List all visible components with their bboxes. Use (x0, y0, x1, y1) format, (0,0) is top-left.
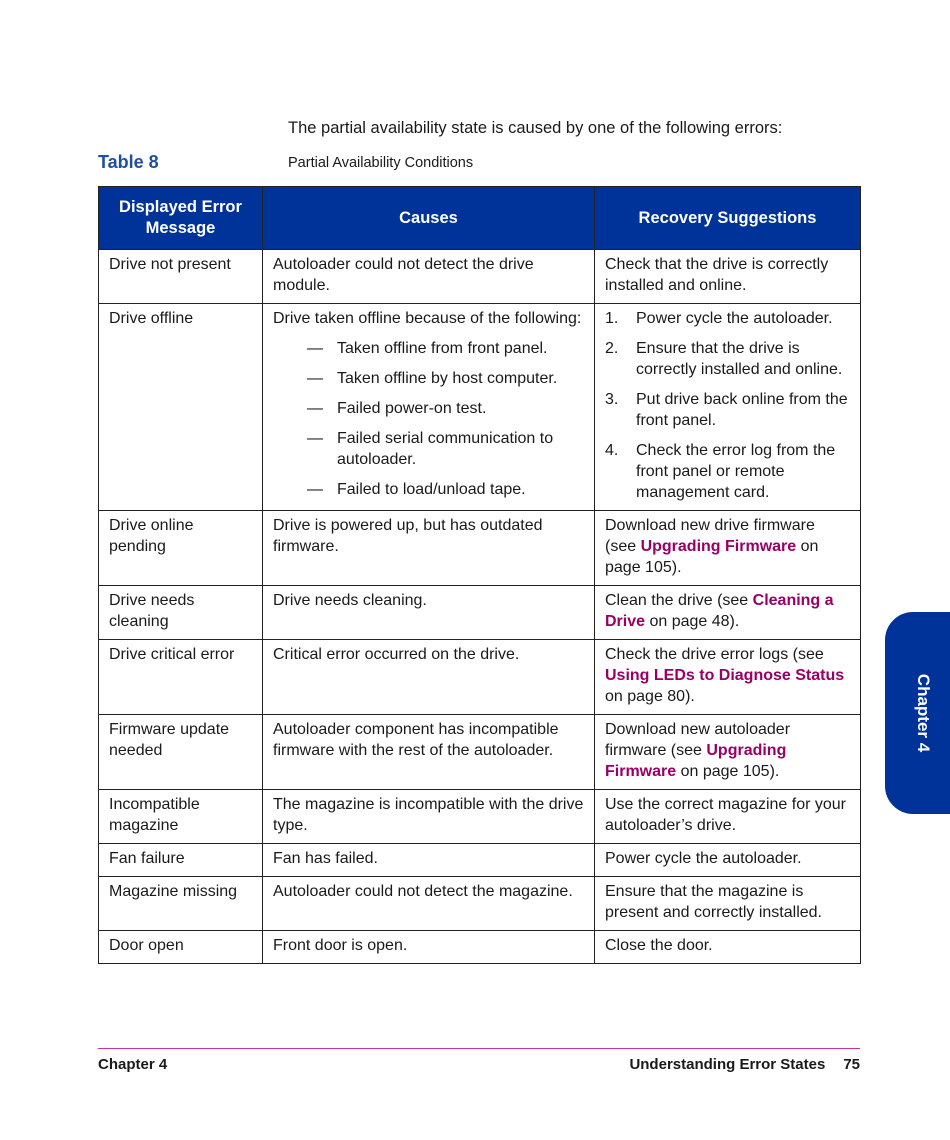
cause-item (273, 398, 584, 419)
chapter-side-tab[interactable] (885, 612, 950, 814)
error-message: Drive online pending (99, 511, 263, 586)
footer-rule (98, 1048, 860, 1049)
recovery-text: Clean the drive (see (605, 592, 753, 609)
dash-bullet: — (307, 370, 323, 387)
page-number: 75 (843, 1056, 860, 1073)
table-row (99, 877, 861, 931)
footer-right (629, 1056, 860, 1073)
step-text: Put drive back online from the front panel. (636, 391, 848, 429)
error-message: Door open (99, 931, 263, 964)
table-row (99, 790, 861, 844)
cause: Drive is powered up, but has outdated firmware. (263, 511, 595, 586)
cross-reference-link[interactable]: Upgrading Firmware (605, 742, 787, 780)
table-row (99, 715, 861, 790)
cross-reference-link[interactable]: Upgrading Firmware (640, 538, 797, 555)
error-message: Magazine missing (99, 877, 263, 931)
cause-item (273, 338, 584, 359)
header-recovery: Recovery Suggestions (595, 187, 861, 250)
cause-intro: Drive taken offline because of the following: (273, 310, 582, 327)
error-message: Fan failure (99, 844, 263, 877)
header-causes: Causes (263, 187, 595, 250)
recovery: Ensure that the magazine is present and correctly installed. (595, 877, 861, 931)
recovery: Power cycle the autoloader. (595, 844, 861, 877)
cause: Autoloader could not detect the drive module. (263, 250, 595, 304)
error-message: Incompatible magazine (99, 790, 263, 844)
step-text: Power cycle the autoloader. (636, 310, 833, 327)
partial-availability-table (98, 186, 861, 964)
step-text: Check the error log from the front panel or remote management card. (636, 442, 836, 501)
table-row (99, 931, 861, 964)
cross-reference-link[interactable]: Cleaning a Drive (605, 592, 834, 630)
recovery-text: Download new drive firmware (see (605, 517, 815, 555)
table-row (99, 511, 861, 586)
cause: The magazine is incompatible with the drive type. (263, 790, 595, 844)
recovery-step (605, 308, 850, 329)
recovery (595, 715, 861, 790)
cause-item-text: Failed serial communication to autoloader. (337, 430, 554, 468)
cross-reference-link[interactable]: Using LEDs to Diagnose Status (605, 667, 845, 684)
dash-bullet: — (307, 340, 323, 357)
cause-item (273, 479, 584, 500)
table-row (99, 844, 861, 877)
recovery (595, 586, 861, 640)
footer-section-title: Understanding Error States (629, 1056, 826, 1073)
dash-bullet: — (307, 481, 323, 498)
table-row (99, 250, 861, 304)
recovery: Check that the drive is correctly installed and online. (595, 250, 861, 304)
error-message: Drive needs cleaning (99, 586, 263, 640)
intro-text: The partial availability state is caused by one of the following errors: (288, 119, 783, 137)
recovery-text: on page 80). (605, 688, 695, 705)
error-message: Firmware update needed (99, 715, 263, 790)
table-row (99, 640, 861, 715)
cause-item-text: Taken offline from front panel. (337, 340, 548, 357)
dash-bullet: — (307, 430, 323, 447)
recovery-step (605, 338, 850, 380)
cause: Critical error occurred on the drive. (263, 640, 595, 715)
recovery (595, 304, 861, 511)
recovery-step (605, 389, 850, 431)
recovery-text: on page 105). (605, 538, 819, 576)
cause-item-text: Taken offline by host computer. (337, 370, 558, 387)
cause: Drive needs cleaning. (263, 586, 595, 640)
table-row (99, 586, 861, 640)
recovery-text: on page 48). (645, 613, 740, 630)
header-message: Displayed Error Message (99, 187, 263, 250)
cause-item (273, 368, 584, 389)
cause-item-text: Failed power-on test. (337, 400, 487, 417)
cause: Front door is open. (263, 931, 595, 964)
cause: Autoloader component has incompatible firmware with the rest of the autoloader. (263, 715, 595, 790)
dash-bullet: — (307, 400, 323, 417)
error-message: Drive not present (99, 250, 263, 304)
cause-item-text: Failed to load/unload tape. (337, 481, 526, 498)
recovery-text: on page 105). (676, 763, 780, 780)
table-number: Table 8 (98, 152, 159, 172)
recovery (595, 511, 861, 586)
table-row (99, 304, 861, 511)
table-caption: Partial Availability Conditions (288, 155, 474, 171)
footer-chapter: Chapter 4 (98, 1056, 168, 1073)
step-number: 1. (605, 310, 619, 327)
recovery-steps (605, 308, 850, 503)
error-message: Drive critical error (99, 640, 263, 715)
cause (263, 304, 595, 511)
chapter-side-tab-label: Chapter 4 (914, 673, 933, 753)
header-row (99, 187, 861, 250)
recovery-step (605, 440, 850, 503)
cause: Autoloader could not detect the magazine. (263, 877, 595, 931)
cause: Fan has failed. (263, 844, 595, 877)
recovery: Close the door. (595, 931, 861, 964)
step-number: 2. (605, 340, 619, 357)
error-message: Drive offline (99, 304, 263, 511)
cause-item (273, 428, 584, 470)
recovery (595, 640, 861, 715)
step-number: 4. (605, 442, 619, 459)
recovery-text: Download new autoloader firmware (see (605, 721, 791, 759)
step-text: Ensure that the drive is correctly installed and online. (636, 340, 843, 378)
recovery-text: Check the drive error logs (see (605, 646, 824, 663)
recovery: Use the correct magazine for your autoloader’s drive. (595, 790, 861, 844)
step-number: 3. (605, 391, 619, 408)
